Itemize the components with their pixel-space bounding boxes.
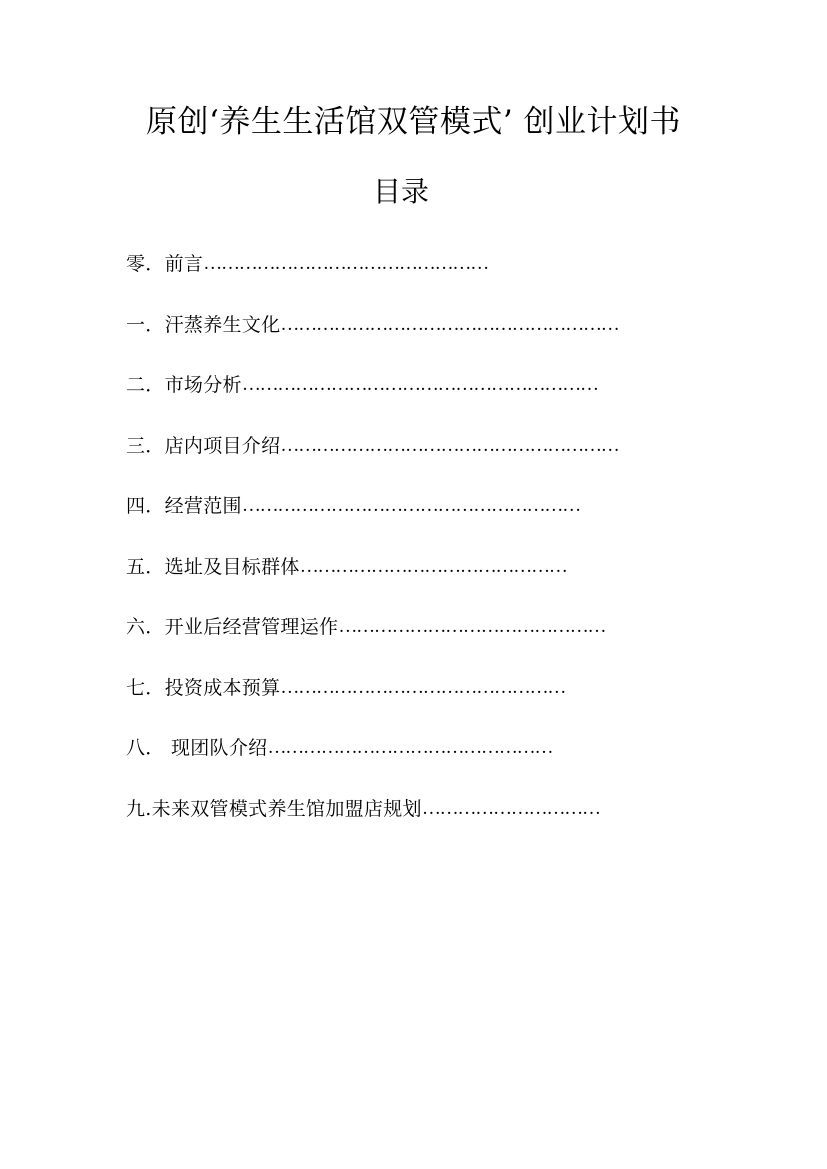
toc-entry-investment-budget[interactable] bbox=[126, 670, 686, 731]
toc-entry-label: 一．汗蒸养生文化 bbox=[126, 313, 281, 336]
toc-entry-label: 九.未来双管模式养生馆加盟店规划 bbox=[126, 797, 422, 820]
toc-dot-leader: …………………………………………………… bbox=[241, 374, 598, 395]
toc-entry-store-projects[interactable] bbox=[126, 428, 686, 489]
toc-entry-label: 五．选址及目标群体 bbox=[126, 555, 300, 578]
toc-entry-label: 零．前言 bbox=[126, 253, 204, 275]
toc-dot-leader: ………………………………………… bbox=[280, 676, 566, 698]
toc-entry-label: 三．店内项目介绍 bbox=[126, 434, 281, 457]
toc-dot-leader: ………………………………………………… bbox=[280, 313, 619, 335]
toc-entry-team[interactable] bbox=[126, 730, 686, 791]
toc-dot-leader: ………………………………………………… bbox=[280, 434, 619, 456]
toc-entry-market-analysis[interactable] bbox=[126, 367, 686, 428]
toc-entry-label: 二．市场分析 bbox=[126, 374, 242, 396]
toc-entry-label: 六．开业后经营管理运作 bbox=[126, 616, 339, 638]
toc-entry-operations[interactable] bbox=[126, 609, 686, 670]
toc-dot-leader: ………………………………………… bbox=[203, 253, 489, 274]
toc-entry-site-and-target[interactable] bbox=[126, 549, 686, 610]
toc-entry-business-scope[interactable] bbox=[126, 488, 686, 549]
toc-dot-leader: ………………………………………………… bbox=[241, 495, 581, 516]
toc-entry-label: 七．投资成本预算 bbox=[126, 676, 281, 699]
toc-heading: 目录 bbox=[372, 175, 429, 208]
toc-entry-franchise-plan[interactable] bbox=[126, 791, 686, 852]
toc-dot-leader: ……………………………………… bbox=[338, 616, 606, 637]
toc-entry-label: 八． 现团队介绍 bbox=[126, 737, 268, 759]
toc-entry-label: 四．经营范围 bbox=[126, 495, 242, 517]
toc-entry-sweat-steam-culture[interactable] bbox=[126, 307, 686, 368]
toc-entry-preface[interactable] bbox=[126, 246, 686, 307]
toc-dot-leader: ……………………………………… bbox=[299, 555, 567, 577]
table-of-contents bbox=[126, 246, 686, 851]
document-title: 原创‘养生生活馆双管模式’ 创业计划书 bbox=[145, 104, 682, 140]
toc-dot-leader: ………………………………………… bbox=[267, 737, 553, 758]
toc-dot-leader: ………………………… bbox=[421, 797, 600, 819]
